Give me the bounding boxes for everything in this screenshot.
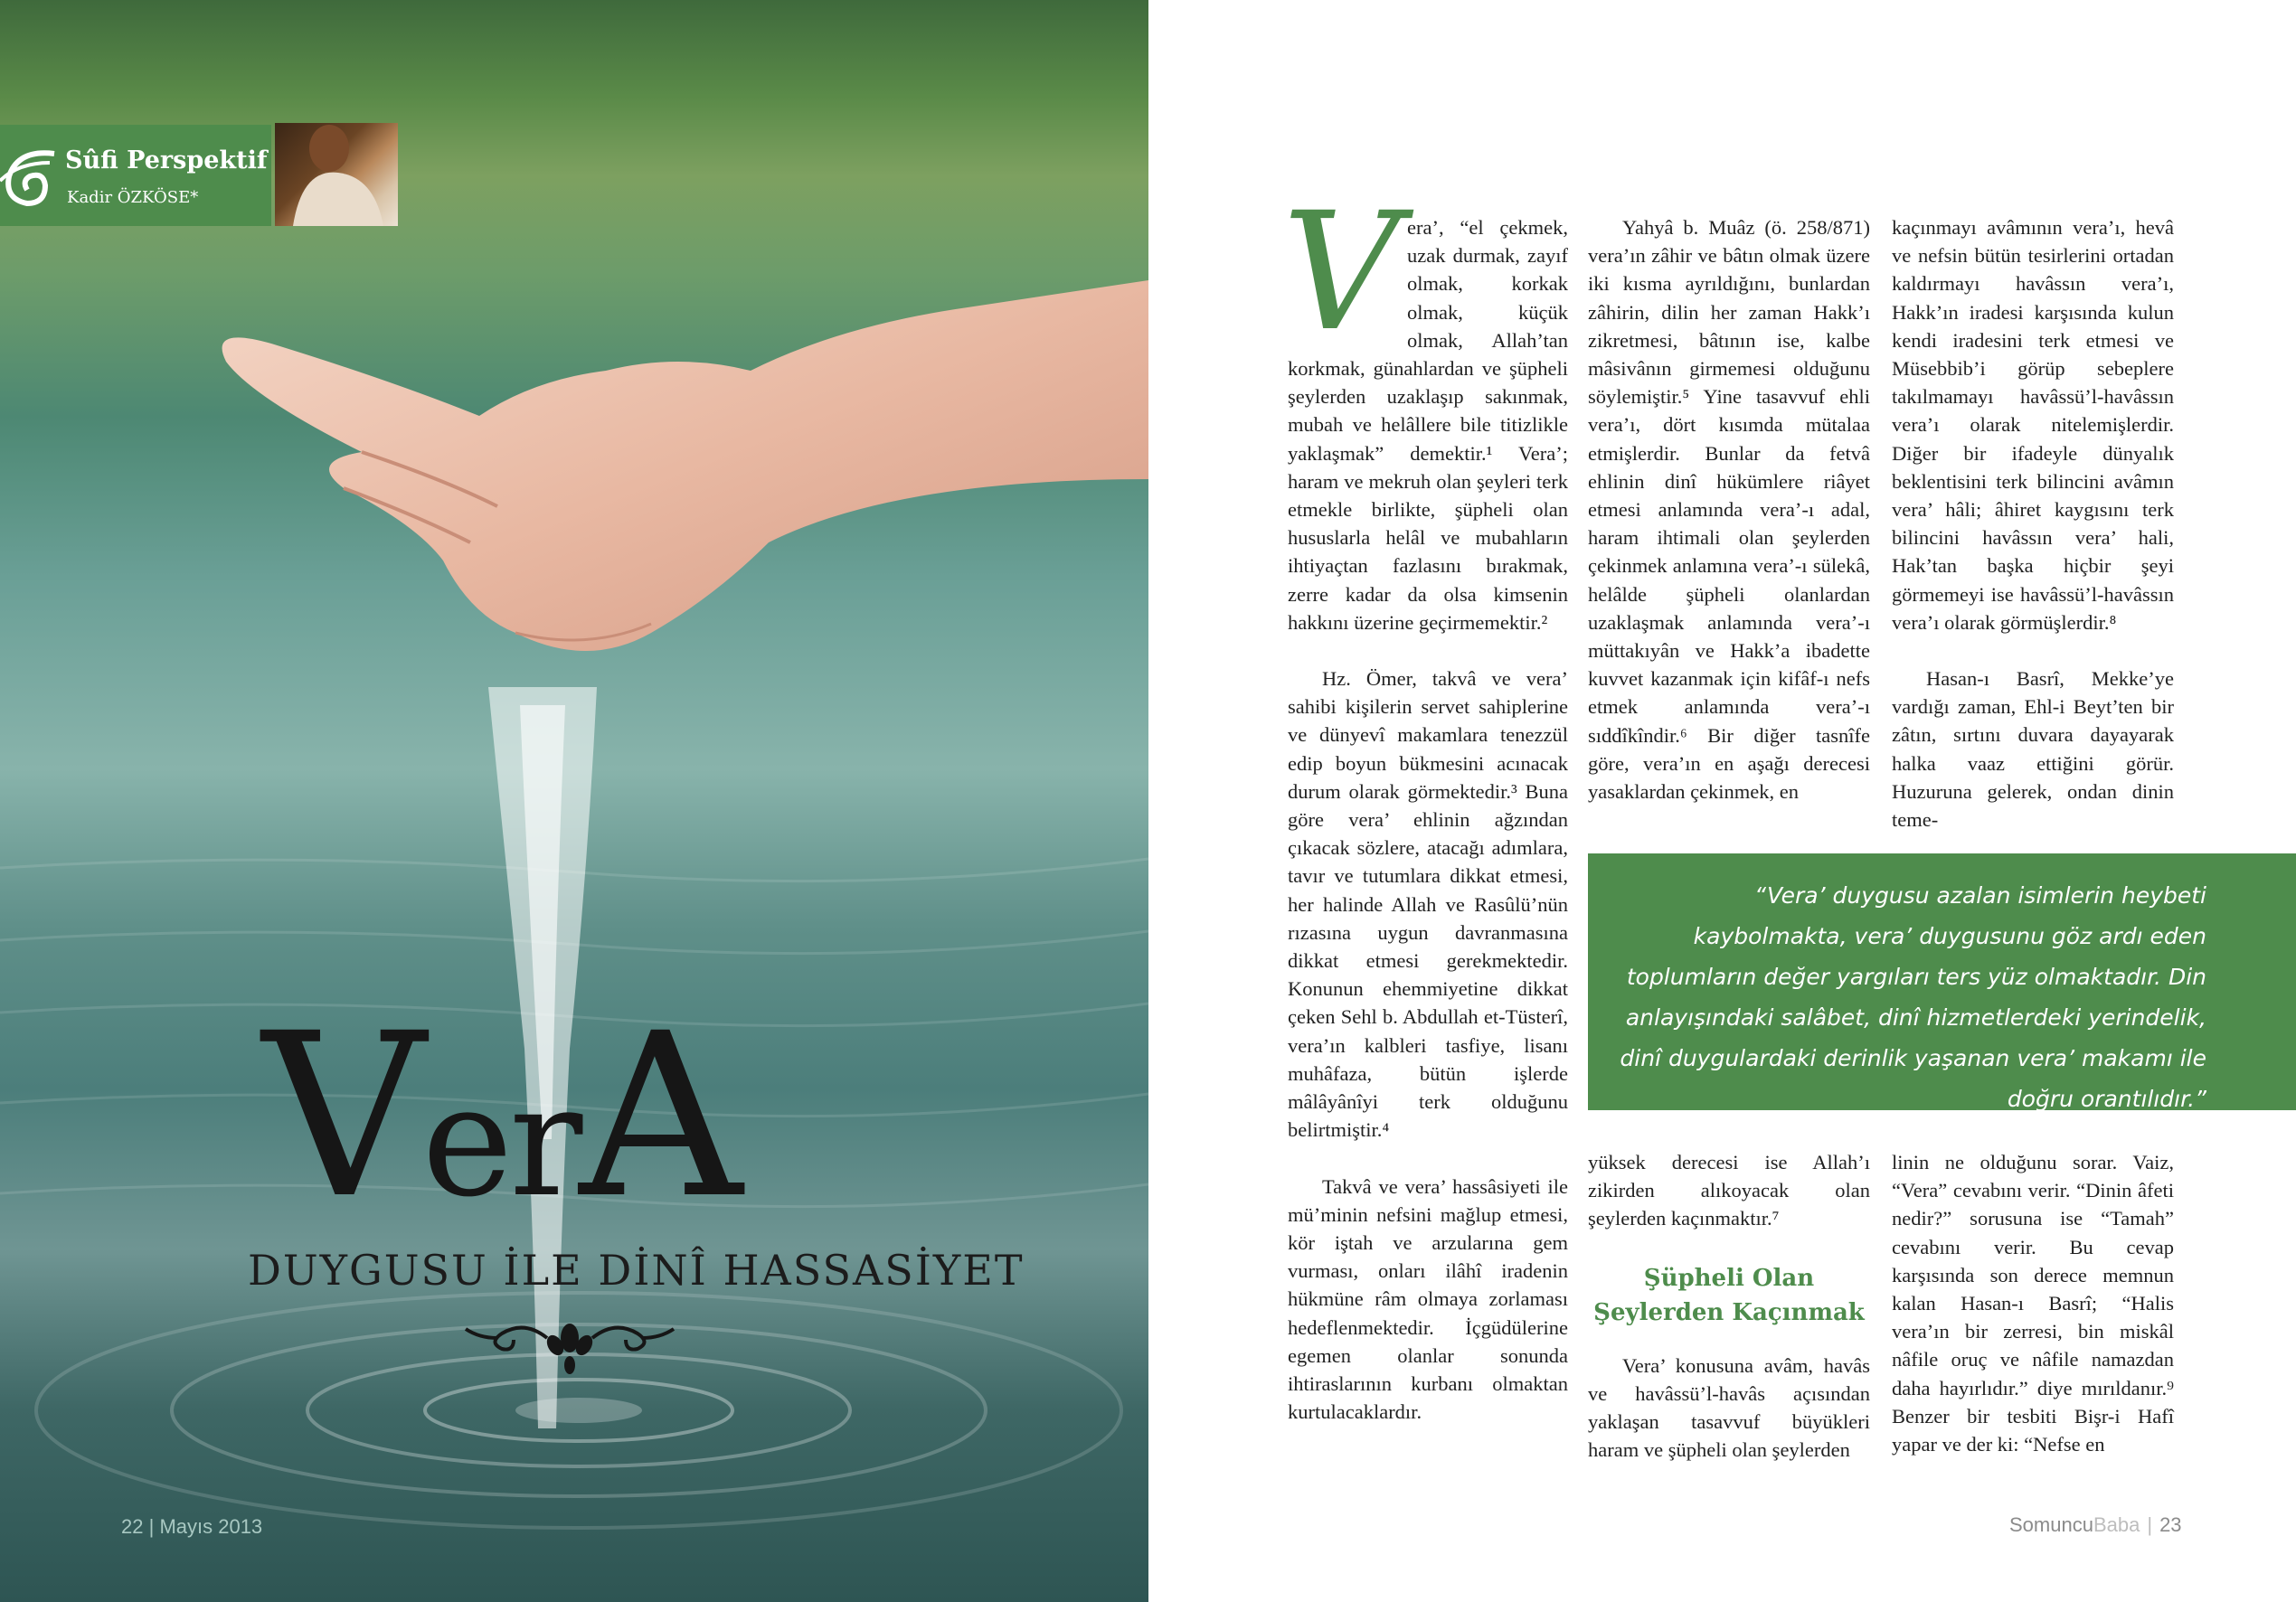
drop-cap: V: [1282, 178, 1400, 367]
paragraph: Takvâ ve vera’ hassâsiyeti ile mü’minin nefsini mağlup etmesi, kör iştah ve arzularına gem vurması, onları ilâhî iradenin hükmüne râm olmaya zorlaması hedeflenmektedir. İçgüdülerine egemen olanlar sonunda ihtiraslarının kurbanı olmaktan kurtulacaklardır.: [1288, 1174, 1568, 1424]
magazine-brand-suffix: Baba: [2093, 1513, 2140, 1536]
paragraph: kaçınmayı avâmının vera’ı, hevâ ve nefsin bütün tesirlerini ortadan kaldırmayı havâssın vera’ı, Hakk’ın iradesi karşısında kulun kendi iradesini terk etmesi ve Müsebbib’i görüp sebeplere takılmamayı havâssü’l-havâssın vera’ı olarak nitelemişlerdir. Diğer bir ifadeyle dünyalık beklentisini terk bilincini avâmın vera’ hâli; âhiret kaygısını terk bilincini havâssın vera’ hali, Hak’tan başka hiçbir şeyi görmemeyi ise havâssü’l-havâssın vera’ı olarak görmüşlerdir.⁸: [1892, 216, 2174, 634]
floral-ornament-icon: [461, 1311, 678, 1383]
paragraph: Vera’ konusuna avâm, havâs ve havâssü’l-havâs açısından yaklaşan tasavvuf büyükleri haram ve şüpheli olan şeylerden: [1588, 1353, 1870, 1462]
text-column-2: [1588, 213, 1870, 834]
text-column-2-lower: [1588, 1148, 1870, 1492]
article-title: [262, 985, 913, 1248]
issue-date: Mayıs 2013: [159, 1515, 263, 1538]
title-cap-1: V: [262, 985, 422, 1248]
page-number-left: 22: [121, 1515, 144, 1538]
subheading-line-2: Şeylerden Kaçınmak: [1593, 1298, 1865, 1326]
article-subtitle: DUYGUSU İLE DİNÎ HASSASİYET: [248, 1246, 1025, 1295]
section-title: Sûfi Perspektif: [65, 146, 268, 174]
subheading-line-1: Şüpheli Olan: [1643, 1264, 1815, 1292]
section-subheading: [1588, 1261, 1870, 1330]
swirl-ornament-icon: [0, 145, 63, 217]
pull-quote: “Vera’ duygusu azalan isimlerin heybeti kaybolmakta, vera’ duygusunu göz ardı eden toplumların değer yargıları ters yüz olmaktadır. Din anlayışındaki salâbet, dinî hizmetlerdeki yerindelik, dinî duygulardaki derinlik yaşanan vera’ makamı ile doğru orantılıdır.”: [1620, 882, 2206, 1112]
magazine-brand: Somuncu: [2009, 1513, 2093, 1536]
title-cap-2: A: [579, 985, 739, 1248]
author-name: Kadir ÖZKÖSE*: [67, 188, 199, 207]
author-photo: [275, 123, 398, 226]
paragraph: era’, “el çekmek, uzak durmak, zayıf olmak, korkak olmak, küçük olmak, Allah’tan korkmak, günahlardan ve şüpheli şeylerden uzaklaşıp sakınmak, mubah ve helâllere bile titizlikle yaklaşmak” demektir.¹ Vera’; haram ve mekruh olan şeyleri terk etmekle birlikte, şüpheli olan hususlarla helâl ve mubahların ihtiyaçtan fazlasını bırakmak, zerre kadar da olsa kimsenin hakkını üzerine geçirmemektir.²: [1288, 216, 1568, 634]
paragraph: Hasan-ı Basrî, Mekke’ye vardığı zaman, Ehl-i Beyt’ten bir zâtın, sırtını duvara dayayarak halka vaaz ettiğini görür. Huzuruna gelerek, ondan dinin teme-: [1892, 667, 2174, 832]
page-footer-right: SomuncuBaba | 23: [2009, 1513, 2182, 1536]
paragraph: linin ne olduğunu sorar. Vaiz, “Vera” cevabını verir. “Dinin âfeti nedir?” sorusuna ise “Tamah” cevabını verir. Bu cevap karşısında son derece memnun kalan Hasan-ı Basrî; “Halis vera’ın bir zerresi, bin miskâl nâfile oruç ve nâfile namazdan daha hayırlıdır.” diye mırıldanır.⁹ Benzer bir tesbiti Bişr-i Hafî yapar ve der ki: “Nefse en: [1892, 1151, 2174, 1456]
page-footer-left: 22 | Mayıs 2013: [121, 1515, 263, 1538]
paragraph: Yahyâ b. Muâz (ö. 258/871) vera’ın zâhir ve bâtın olmak üzere iki kısma ayrıldığını, bunlardan zâhirin, dilin her zaman Hakk’ı zikretmesi, bâtının ise, kalbe mâsivânın girmemesi olduğunu söylemiştir.⁵ Yine tasavvuf ehli vera’ı, dört kısımda mütalaa etmişlerdir. Bunlar da fetvâ ehlinin dinî hükümlere riâyet etmesi anlamında vera’-ı adal, haram ihtimali olan şeylerden çekinmek anlamına vera’-ı sülekâ, helâlde şüpheli olanlardan uzaklaşmak anlamında vera’-ı müttakıyân ve Hakk’a ibadette kuvvet kazanmak için kifâf-ı nefs etmek anlamında vera’-ı sıddîkîndir.⁶ Bir diğer tasnîfe göre, vera’ın en aşağı derecesi yasaklardan çekinmek, en: [1588, 216, 1870, 804]
text-column-3-lower: [1892, 1148, 2174, 1486]
paragraph: yüksek derecesi ise Allah’ı zikirden alıkoyacak olan şeylerden kaçınmaktır.⁷: [1588, 1151, 1870, 1230]
paragraph: Hz. Ömer, takvâ ve vera’ sahibi kişilerin servet sahiplerine ve dünyevî makamlara tenezzül edip boyun bükmesini acınacak durum olarak görmektedir.³ Buna göre vera’ ehlinin ağzından çıkacak sözlere, atacağı adımlara, tavır ve tutumlara dikkat etmesi, her halinde Allah ve Rasûlü’nün rızasına uygun davranmasına dikkat etmesi gerekmektedir. Konunun ehemmiyetine dikkat çeken Sehl b. Abdullah et-Tüsterî, vera’ın kalbleri tasfiye, lisanı muhâfaza, bütün işlerde mâlâyânîyi terk olduğunu belirtmiştir.⁴: [1288, 667, 1568, 1142]
page-number-right: 23: [2159, 1513, 2182, 1536]
hand-illustration: [208, 271, 1148, 741]
title-middle: er: [421, 1052, 580, 1231]
text-column-3: [1892, 213, 2174, 862]
text-column-1: [1282, 178, 1568, 1454]
